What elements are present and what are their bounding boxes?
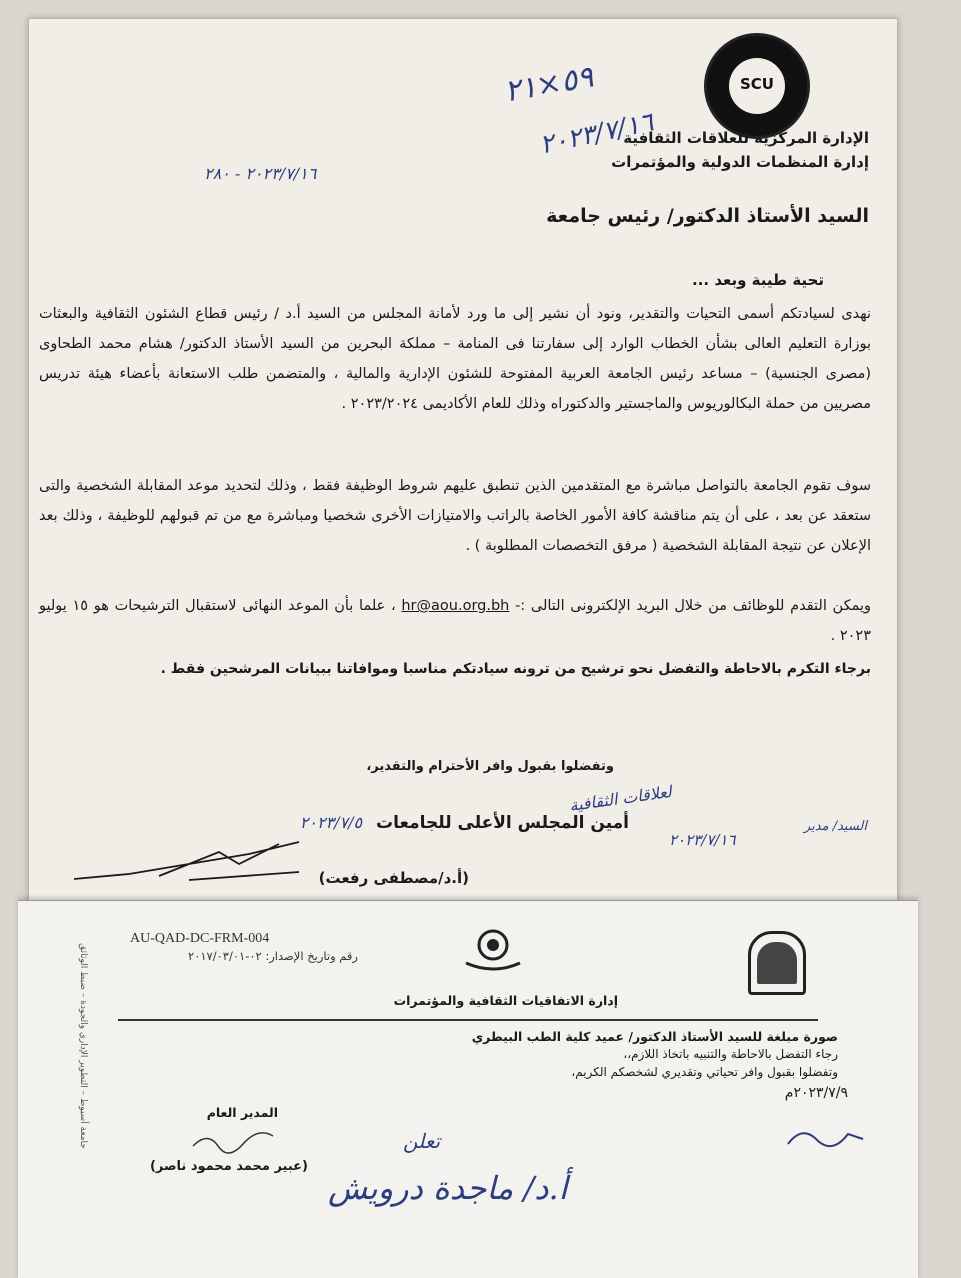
- handwritten-right-note: السيد/ مدير: [804, 819, 868, 834]
- handwritten-name: أ.د/ ماجدة درويش: [328, 1169, 568, 1207]
- handwritten-word: تعلن: [403, 1129, 441, 1153]
- greeting: تحية طيبة وبعد ...: [692, 271, 824, 289]
- handwritten-reference: ٢٠٢٣/٧/١٦ - ٢٨٠: [204, 164, 317, 183]
- handwritten-side-date: ٢٠٢٣/٧/١٦: [669, 831, 736, 849]
- memo-date: ٢٠٢٣/٧/٩م: [784, 1085, 848, 1101]
- signer-title: [69, 813, 629, 833]
- paragraph-3-part-1: ويمكن التقدم للوظائف من خلال البريد الإلكترونى التالى :-: [515, 598, 872, 614]
- letter-sheet: [28, 18, 898, 905]
- memo-sheet: [18, 900, 918, 1278]
- issue-line: رقم وتاريخ الإصدار: ٠٢-٢٠١٧/٠٣/٠١: [188, 949, 358, 963]
- department-line-2: إدارة المنظمات الدولية والمؤتمرات: [611, 153, 869, 171]
- memo-request-line: رجاء التفضل بالاحاطة والتنبيه باتخاذ اللازم،،: [623, 1047, 838, 1061]
- copy-line: صورة مبلغة للسيد الأستاذ الدكتور/ عميد كلية الطب البيطري: [471, 1029, 838, 1044]
- logo-text: SCU: [740, 75, 774, 93]
- paragraph-3: [39, 591, 871, 651]
- addressee: السيد الأستاذ الدكتور/ رئيس جامعة: [546, 205, 869, 227]
- signer-name: (أ.د/مصطفى رفعت): [318, 869, 469, 887]
- paragraph-2: سوف تقوم الجامعة بالتواصل مباشرة مع المتقدمين الذين تنطبق عليهم شروط الوظيفة فقط ، وذلك لتحديد موعد المقابلة الشخصية والتى ستعقد عن بعد ، على أن يتم مناقشة كافة الأمور الخاصة بالراتب والامتيازات الأخرى شخصيا ومباشرة مع من تم قبولهم للوظيفة ، وذلك بعد الإعلان عن نتيجة المقابلة الشخصية ( مرفق التخصصات المطلوبة ) .: [39, 478, 871, 554]
- gm-label: المدير العام: [206, 1105, 278, 1120]
- department-line-1: الإدارة المركزية للعلاقات الثقافية: [623, 129, 869, 147]
- signature-date: ٢٠٢٣/٧/٥: [299, 813, 363, 832]
- email-link[interactable]: hr@aou.org.bh: [401, 598, 510, 614]
- memo-closing-line: وتفضلوا بقبول وافر تحياتي وتقديري لشخصكم الكريم،: [571, 1065, 838, 1079]
- paragraph-3-part-2: ، علما بأن الموعد النهائى لاستقبال الترشيحات هو ١٥ يوليو ٢٠٢٣ .: [39, 598, 871, 644]
- scu-logo: [704, 33, 810, 139]
- memo-department: إدارة الاتفاقيات الثقافية والمؤتمرات: [393, 993, 618, 1008]
- form-code: AU-QAD-DC-FRM-004: [130, 931, 270, 946]
- handwritten-number: ٥٩×٢١: [501, 59, 596, 110]
- side-text: جامعة أسيوط – التطوير الإداري والجودة – ضبط الوثائق: [78, 943, 88, 1149]
- divider: [118, 1019, 818, 1021]
- gm-name: (عبير محمد محمود ناصر): [149, 1159, 308, 1174]
- gm-signature: [188, 1126, 278, 1156]
- handwritten-date: ٢٠٢٣/٧/١٦: [537, 107, 657, 161]
- handwritten-side-note: لعلاقات الثقافية: [568, 781, 673, 816]
- university-emblem-icon: [458, 923, 528, 973]
- memo-signature: [778, 1119, 868, 1159]
- signer-title-text: أمين المجلس الأعلى للجامعات: [376, 813, 629, 833]
- closing-line: وتفضلوا بقبول وافر الأحترام والتقدير،: [366, 759, 614, 774]
- paragraph-1: نهدى لسيادتكم أسمى التحيات والتقدير، ونود أن نشير إلى ما ورد لأمانة المجلس من السيد أ.د / رئيس قطاع الشئون الثقافية والبعثات بوزارة التعليم العالى بشأن الخطاب الوارد إلى سفارتنا فى المنامة – مملكة البحرين من السيد الأستاذ الدكتور/ هشام محمد الطحاوى (مصرى الجنسية) – مساعد رئيس الجامعة العربية المفتوحة للشئون الإدارية والمالية ، والمتضمن طلب الاستعانة بأعضاء هيئة تدريس مصريين من حملة البكالوريوس والماجستير والدكتوراه وذلك للعام الأكاديمى ٢٠٢٣/٢٠٢٤ .: [39, 306, 871, 412]
- request-line: برجاء التكرم بالاحاطة والتفضل نحو ترشيح من ترونه سيادتكم مناسبا وموافاتنا ببيانات المرشحين فقط .: [160, 661, 871, 677]
- assiut-crest-icon: [748, 931, 806, 995]
